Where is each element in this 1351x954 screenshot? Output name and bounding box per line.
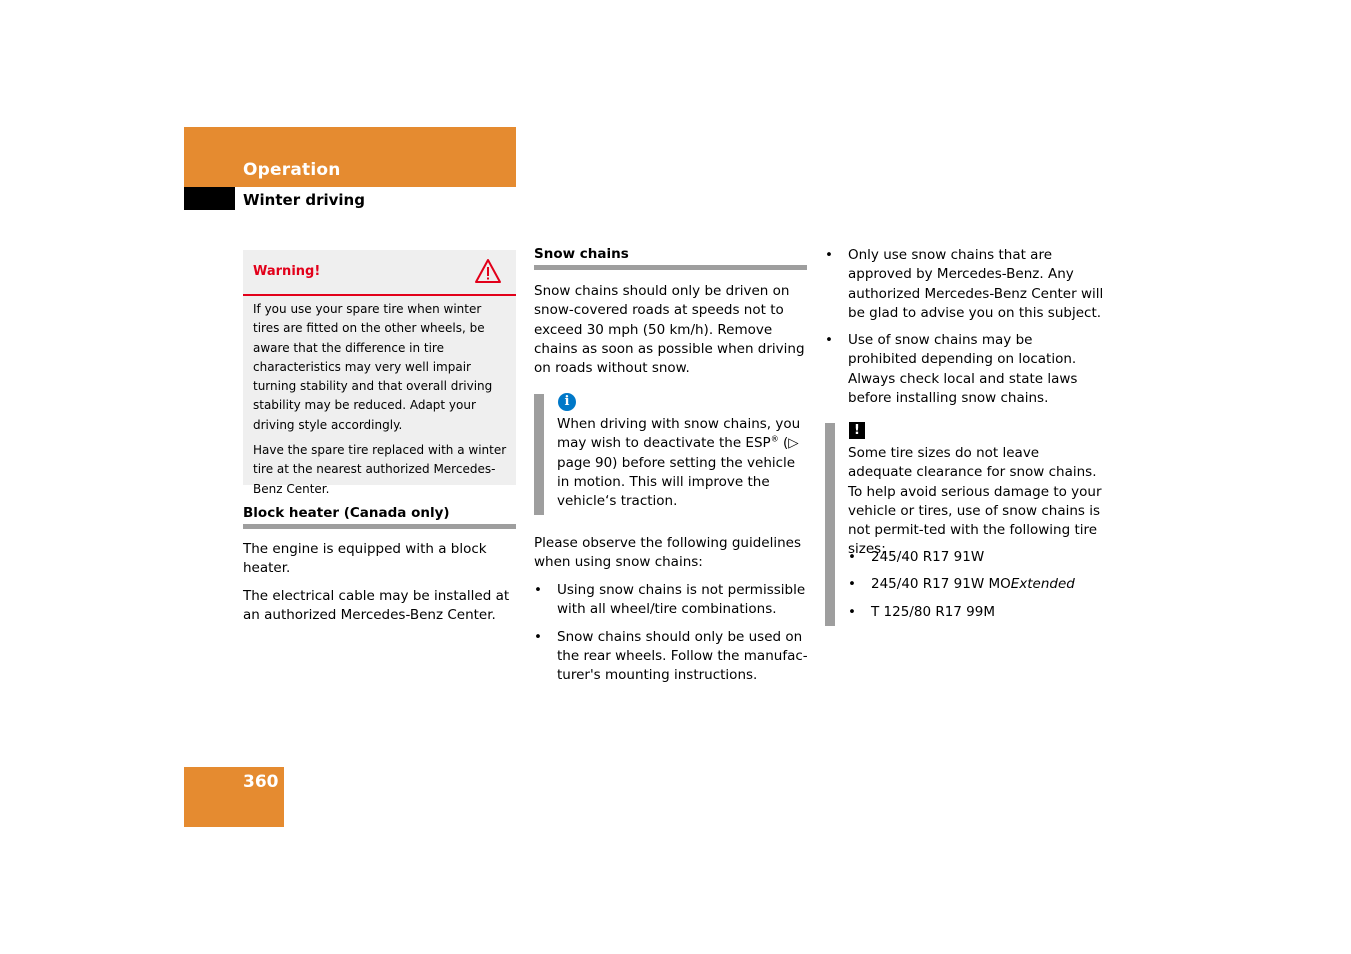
- warning-divider: [243, 294, 516, 296]
- subsection-title: Winter driving: [243, 191, 365, 209]
- tire-size-list: [848, 548, 1103, 630]
- warning-triangle-icon: [474, 258, 502, 284]
- guidelines-list-continued: [825, 246, 1105, 416]
- list-item: • Use of snow chains may be prohibited depending on location. Always check local and state laws before installing snow chains.: [825, 331, 1105, 408]
- tire-size-item: • 245/40 R17 91W: [848, 548, 1103, 567]
- notice-text: Some tire sizes do not leave adequate clearance for snow chains. To help avoid serious damage to your vehicle or tires, use of snow chains is not permit-ted with the following tire sizes:: [848, 445, 1102, 558]
- section-title: Operation: [243, 160, 341, 180]
- list-item: • Only use snow chains that are approved by Mercedes-Benz. Any authorized Mercedes-Benz Center will be glad to advise you on this subject.: [825, 246, 1105, 323]
- snow-chains-heading: Snow chains: [534, 246, 629, 262]
- block-heater-text: [243, 540, 518, 625]
- warning-box: [243, 250, 516, 496]
- warning-paragraph: If you use your spare tire when winter tires are fitted on the other wheels, be aware that the difference in tire characteristics may very well impair turning stability and that overall driving stability may be reduced. Adapt your driving style accordingly.: [253, 302, 493, 432]
- list-item: • Using snow chains is not permissible with all wheel/tire combinations.: [534, 581, 809, 620]
- notice-bar: [825, 423, 835, 626]
- list-item: • Snow chains should only be used on the rear wheels. Follow the manufac-turer's mounting instructions.: [534, 628, 809, 686]
- warning-body: [253, 300, 509, 499]
- info-icon: i: [558, 393, 576, 411]
- warning-title: Warning!: [253, 264, 321, 279]
- header-band: [184, 127, 516, 187]
- exclamation-icon: !: [849, 422, 865, 439]
- block-heater-heading: Block heater (Canada only): [243, 505, 450, 521]
- snow-chains-intro: Snow chains should only be driven on snow-covered roads at speeds not to exceed 30 mph (50 km/h). Remove chains as soon as possible when driving on roads without snow.: [534, 283, 805, 377]
- heading-rule: [243, 524, 516, 529]
- warning-paragraph: Have the spare tire replaced with a winter tire at the nearest authorized Mercedes-Benz Center.: [253, 443, 507, 496]
- paragraph: The electrical cable may be installed at an authorized Mercedes-Benz Center.: [243, 587, 510, 623]
- tire-size-item: • 245/40 R17 91W MOExtended: [848, 575, 1103, 594]
- page-number: 360: [243, 772, 279, 792]
- heading-rule: [534, 265, 807, 270]
- guidelines-list: [534, 581, 809, 693]
- info-bar: [534, 394, 544, 515]
- tire-size-item: • T 125/80 R17 99M: [848, 603, 1103, 622]
- header-marker: [184, 187, 235, 210]
- guidelines-intro: Please observe the following guidelines when using snow chains:: [534, 535, 801, 571]
- paragraph: The engine is equipped with a block heater.: [243, 541, 487, 577]
- info-text: When driving with snow chains, you may wish to deactivate the ESP® (▷ page 90) before setting the vehicle in motion. This will improve the vehicle‘s traction.: [557, 416, 801, 510]
